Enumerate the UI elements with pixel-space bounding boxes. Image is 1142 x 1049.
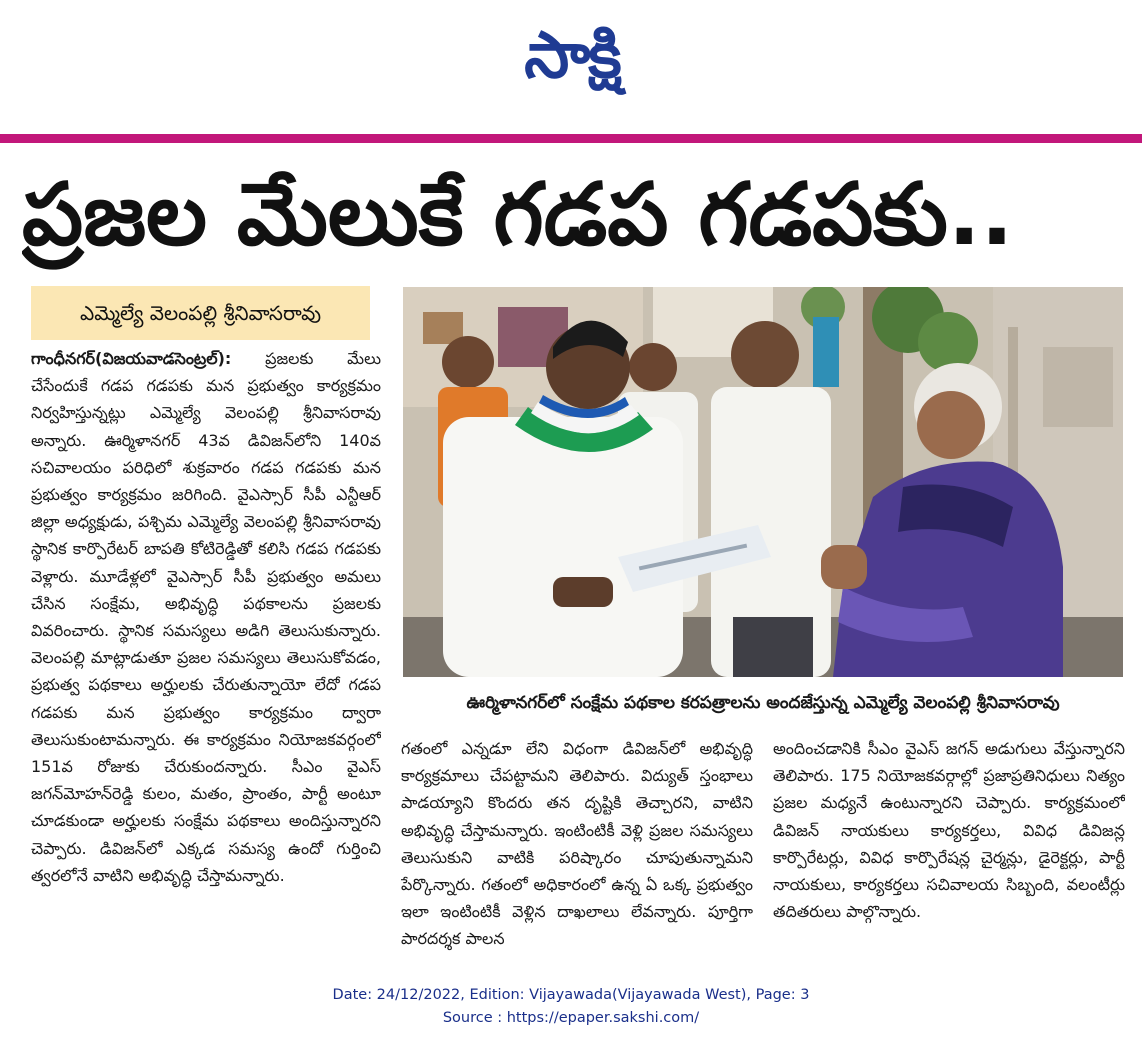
article-photo <box>403 287 1123 677</box>
dateline: గాంధీనగర్‌(విజయవాడసెంట్రల్‌): <box>31 349 232 368</box>
column-3-text: అందించడానికి సీఎం వైఎస్‌ జగన్‌ అడుగులు వేస్తున్నారని తెలిపారు. 175 నియోజకవర్గాల్లో ప్రజాప్రతినిధులు నిత్యం ప్రజల మధ్యనే ఉంటున్నారని చెప్పారు. కార్యక్రమంలో డివిజన్‌ నాయకులు కార్యకర్తలు, వివిధ డివిజన్ల కార్పొరేటర్లు, వివిధ కార్పొరేషన్ల చైర్మన్లు, డైరెక్టర్లు, పార్టీ నాయకులు, కార్యకర్తలు సచివాలయ సిబ్బంది, వలంటీర్లు తదితరులు పాల్గొన్నారు. <box>773 739 1125 922</box>
column-2-text: గతంలో ఎన్నడూ లేని విధంగా డివిజన్‌లో అభివృద్ధి కార్యక్రమాలు చేపట్టామని తెలిపారు. విద్యుత్‌ స్తంభాలు పాడయ్యాని కొందరు తన దృష్టికి తెచ్చారని, వాటిని అభివృద్ధి చేస్తామన్నారు. ఇంటింటికీ వెళ్లి ప్రజల సమస్యలు తెలుసుకుని వాటికి పరిష్కారం చూపుతున్నామని పేర్కొన్నారు. గతంలో అధికారంలో ఉన్న ఏ ఒక్క ప్రభుత్వం ఇలా ఇంటింటికీ వెళ్లిన దాఖలాలు లేవన్నారు. పూర్తిగా పారదర్శక పాలన <box>401 739 753 949</box>
article-headline: ప్రజల మేలుకే గడప గడపకు.. <box>22 165 1014 265</box>
article-column-3 <box>773 735 1125 959</box>
source-url[interactable]: Source : https://epaper.sakshi.com/ <box>442 1010 700 1026</box>
photo-illustration <box>403 287 1123 677</box>
byline: ఎమ్మెల్యే వెలంపల్లి శ్రీనివాసరావు <box>79 301 322 325</box>
date-edition-line: Date: 24/12/2022, Edition: Vijayawada(Vijayawada West), Page: 3 <box>332 987 810 1003</box>
byline-box <box>31 286 370 340</box>
masthead <box>0 0 1142 134</box>
column-1-text: ప్రజలకు మేలు చేసేందుకే గడప గడపకు మన ప్రభుత్వం కార్యక్రమం నిర్వహిస్తున్నట్లు ఎమ్మెల్యే వెలంపల్లి శ్రీనివాసరావు అన్నారు. ఊర్మిళానగర్‌ 43వ డివిజన్‌లోని 140వ సచివాలయం పరిధిలో శుక్రవారం గడప గడపకు మన ప్రభుత్వం కార్యక్రమం జరిగింది. వైఎస్సార్‌ సీపీ ఎన్టీఆర్‌ జిల్లా అధ్యక్షుడు, పశ్చిమ ఎమ్మెల్యే వెలంపల్లి శ్రీనివాసరావు స్థానిక కార్పొరేటర్‌ బాపతి కోటిరెడ్డితో కలిసి గడప గడపకు వెళ్లారు. మూడేళ్లలో వైఎస్సార్‌ సీపీ ప్రభుత్వం అమలు చేసిన సంక్షేమ, అభివృద్ధి పథకాలను ప్రజలకు వివరించారు. స్థానిక సమస్యలు అడిగి తెలుసుకున్నారు. వెలంపల్లి మాట్లాడుతూ ప్రజల సమస్యలు తెలుసుకోవడం, ప్రభుత్వ పథకాలు అర్హులకు చేరుతున్నాయో లేదో గడప గడపకు మన ప్రభుత్వం కార్యక్రమం ద్వారా తెలుసుకుంటామన్నారు. ఈ కార్యక్రమం నియోజకవర్గంలో 151వ రోజుకు చేరుకుందన్నారు. సీఎం వైఎస్‌ జగన్‌మోహన్‌రెడ్డి కులం, మతం, ప్రాంతం, పార్టీ అంటూ చూడకుండా అర్హులకు సంక్షేమ పథకాలు అందిస్తున్నారని చెప్పారు. డివిజన్‌లో ఎక్కడ సమస్య ఉందో గుర్తించి త్వరలోనే వాటిని అభివృద్ధి చేస్తామన్నారు. <box>31 349 381 885</box>
source-footer <box>0 984 1142 1030</box>
sakshi-logo[interactable] <box>472 14 672 98</box>
masthead-divider <box>0 134 1142 143</box>
article-column-1 <box>31 345 381 955</box>
logo-text: సాక్షి <box>524 19 620 93</box>
photo-caption: ఊర్మిళానగర్‌లో సంక్షేమ పథకాల కరపత్రాలను అందజేస్తున్న ఎమ్మెల్యే వెలంపల్లి శ్రీనివాసరావు <box>466 693 1060 713</box>
article-column-2 <box>401 735 753 959</box>
